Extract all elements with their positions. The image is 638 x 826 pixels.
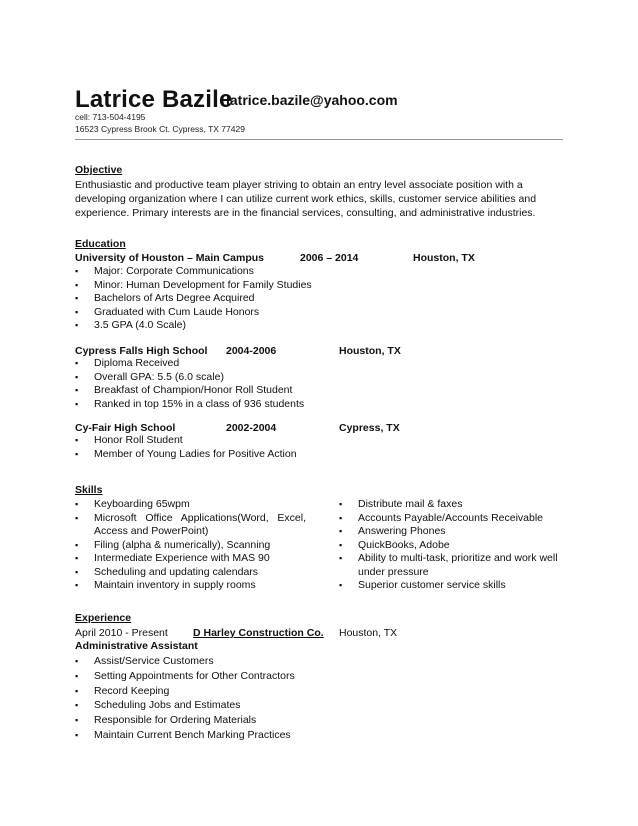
job-duties-list xyxy=(75,654,295,743)
list-item: ▪ Filing (alpha & numerically), Scanning xyxy=(75,539,325,553)
objective-line: developing organization where I can utilize current work ethics, skills, customer service abilities and xyxy=(75,193,537,205)
list-item: ▪ Microsoft Office Applications(Word, Excel, xyxy=(75,512,325,526)
list-item: ▪ Superior customer service skills xyxy=(339,579,569,593)
list-item: ▪ Keyboarding 65wpm xyxy=(75,498,325,512)
job-dates: April 2010 - Present xyxy=(75,627,168,639)
school-details-list xyxy=(75,357,304,411)
company-name: D Harley Construction Co. xyxy=(193,627,324,639)
list-item: ▪ Overall GPA: 5.5 (6.0 scale) xyxy=(75,371,304,385)
list-item: ▪ Setting Appointments for Other Contractors xyxy=(75,669,295,684)
school-details-list xyxy=(75,434,297,461)
skills-heading: Skills xyxy=(75,484,103,496)
list-item: ▪ Diploma Received xyxy=(75,357,304,371)
job-title: Administrative Assistant xyxy=(75,640,198,652)
school-location: Houston, TX xyxy=(413,252,475,264)
school-location: Houston, TX xyxy=(339,345,401,357)
list-item: ▪ Major: Corporate Communications xyxy=(75,265,312,279)
school-details-list xyxy=(75,265,312,333)
list-item: ▪ Bachelors of Arts Degree Acquired xyxy=(75,292,312,306)
header-divider xyxy=(75,139,563,140)
email-address[interactable]: latrice.bazile@yahoo.com xyxy=(226,92,398,108)
objective-heading: Objective xyxy=(75,164,123,176)
school-years: 2006 – 2014 xyxy=(300,252,359,264)
list-item: ▪ Scheduling and updating calendars xyxy=(75,566,325,580)
school-location: Cypress, TX xyxy=(339,422,400,434)
experience-heading: Experience xyxy=(75,612,132,624)
list-item: ▪ QuickBooks, Adobe xyxy=(339,539,569,553)
list-item: ▪ Assist/Service Customers xyxy=(75,654,295,669)
list-item: ▪ Accounts Payable/Accounts Receivable xyxy=(339,512,569,526)
list-item: ▪ Member of Young Ladies for Positive Action xyxy=(75,448,297,462)
school-years: 2002-2004 xyxy=(226,422,277,434)
list-item: ▪ Ranked in top 15% in a class of 936 students xyxy=(75,398,304,412)
list-item: ▪ Maintain Current Bench Marking Practices xyxy=(75,728,295,743)
school-name: University of Houston – Main Campus xyxy=(75,252,265,264)
list-item: ▪ Distribute mail & faxes xyxy=(339,498,569,512)
list-item: ▪ Graduated with Cum Laude Honors xyxy=(75,306,312,320)
list-item: ▪ Record Keeping xyxy=(75,684,295,699)
list-item: ▪ Answering Phones xyxy=(339,525,569,539)
list-item-continuation: Access and PowerPoint) xyxy=(94,525,209,537)
home-address: 16523 Cypress Brook Ct. Cypress, TX 77429 xyxy=(75,124,245,134)
list-item: ▪ Intermediate Experience with MAS 90 xyxy=(75,552,325,566)
school-years: 2004-2006 xyxy=(226,345,277,357)
list-item-continuation: under pressure xyxy=(358,565,429,578)
list-item: ▪ Honor Roll Student xyxy=(75,434,297,448)
objective-line: Enthusiastic and productive team player striving to obtain an entry level associate position with a xyxy=(75,179,523,191)
list-item: ▪ Responsible for Ordering Materials xyxy=(75,713,295,728)
applicant-name: Latrice Bazile xyxy=(75,86,233,113)
job-location: Houston, TX xyxy=(339,627,398,639)
education-heading: Education xyxy=(75,238,126,250)
skills-left-list xyxy=(75,498,325,593)
list-item: ▪ Breakfast of Champion/Honor Roll Student xyxy=(75,384,304,398)
objective-text xyxy=(75,178,575,220)
school-name: Cy-Fair High School xyxy=(75,422,176,434)
list-item: ▪ Maintain inventory in supply rooms xyxy=(75,579,325,593)
skills-right-list xyxy=(339,498,569,593)
list-item: ▪ Ability to multi-task, prioritize and work well xyxy=(339,552,569,566)
objective-line: experience. Primary interests are in the financial services, consulting, and administrative industries. xyxy=(75,207,536,219)
list-item: ▪ Minor: Human Development for Family Studies xyxy=(75,279,312,293)
cell-phone: cell: 713-504-4195 xyxy=(75,112,146,122)
list-item: ▪ 3.5 GPA (4.0 Scale) xyxy=(75,319,312,333)
school-name: Cypress Falls High School xyxy=(75,345,208,357)
list-item: ▪ Scheduling Jobs and Estimates xyxy=(75,698,295,713)
